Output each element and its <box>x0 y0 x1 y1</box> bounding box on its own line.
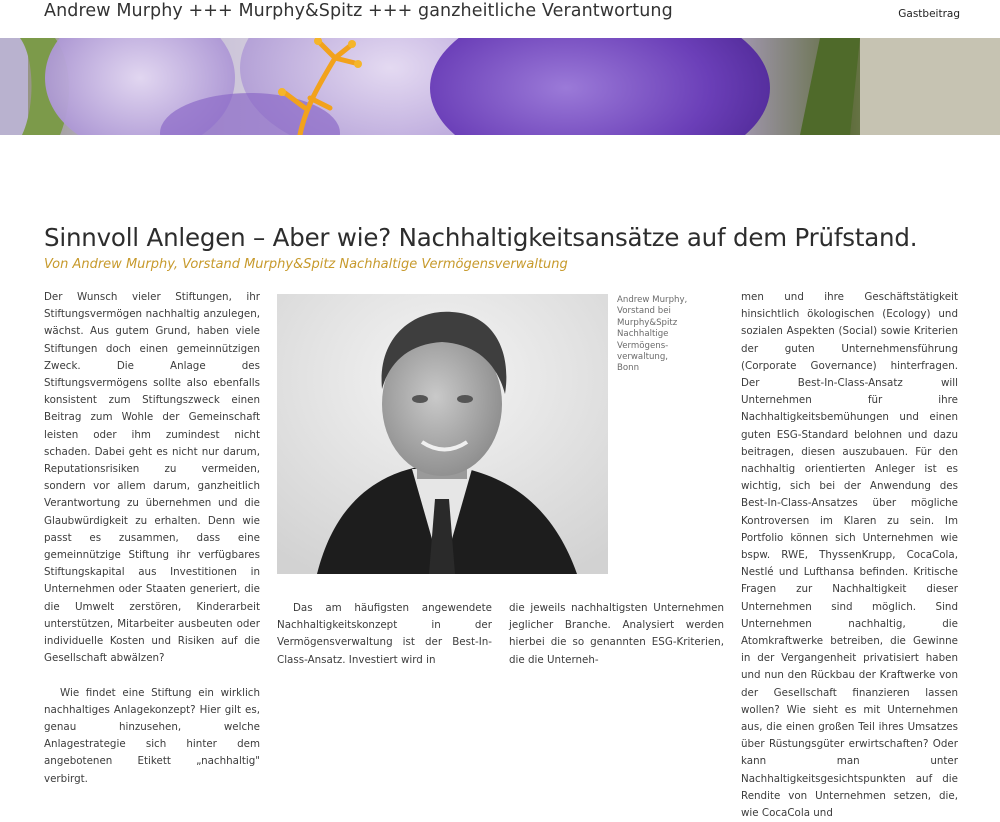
paragraph: Der Wunsch vieler Stiftungen, ihr Stiftungsvermögen nachhaltig anzulegen, wächst. Aus gutem Grund, haben viele Stiftungen doch einen gemeinnützigen Zweck. Die Anlage des Stiftungsvermögens sollte also ebenfalls konsistent zum Stiftungszweck einen Beitrag zum Wohle der Gemeinschaft leisten oder ihm zumindest nicht schaden. Dabei geht es nicht nur darum, Reputationsrisiken zu vermeiden, sondern vor allem darum, ganzheitlich Verantwortung zu übernehmen und die Glaubwürdigkeit zu erhalten. Denn wie passt es zusammen, dass eine gemeinnützige Stiftung ihr verfügbares Stiftungskapital aus Investitionen in Unternehmen oder Staaten generiert, die die Umwelt zerstören, Kinderarbeit unterstützen, Mitarbeiter ausbeuten oder individuelle Kosten und Risiken auf die Gesellschaft abwälzen? <box>44 291 260 665</box>
paragraph: Wie findet eine Stiftung ein wirklich nachhaltiges Anlagekonzept? Hier gilt es, genau hinzusehen, welche Anlagestrategie sich hinter dem angebotenen Etikett „nachhaltig" verbirgt. <box>44 686 260 785</box>
article-column-2: Das am häufigsten angewendete Nachhaltigkeitskonzept in der Vermögensverwaltung ist der Best-In-Class-Ansatz. Investiert wird in <box>277 602 492 666</box>
caption-line: Murphy&Spitz <box>617 317 678 328</box>
caption-line: Andrew Murphy, <box>617 295 688 305</box>
section-tag: Gastbeitrag <box>898 8 960 20</box>
article-column-4: men und ihre Geschäftstätigkeit hinsichtlich ökologischen (Ecology) und sozialen Aspekten (Social) sowie Kriterien der guten Unternehmensführung (Corporate Governance) hinterfragen. Der Best-In-Class-Ansatz will Unternehmen für ihre Nachhaltigkeitsbemühungen und einen guten ESG-Standard belohnen und dazu beitragen, diesen auszubauen. Für den nachhaltig orientierten Anleger ist es wichtig, sich bei der Anwendung des Best-In-Class-Ansatzes über mögliche Kontroversen im Klaren zu sein. Im Portfolio können sich Unternehmen wie bspw. RWE, ThyssenKrupp, CocaCola, Nestlé und Lufthansa befinden. Kritische Fragen zur Nachhaltigkeit dieser Unternehmen sind möglich. Sind Unternehmen nachhaltig, die Atomkraftwerke betreiben, die Gewinne in der Vergangenheit privatisiert haben und nun den Rückbau der Kraftwerke von der Gesellschaft finanzieren lassen wollen? Wie sieht es mit Unternehmen aus, die einen großen Teil ihres Umsatzes über Rüstungsgüter erwirtschaften? Oder kann man unter Nachhaltigkeitsgesichtspunkten auf die Rendite von Unternehmen setzen, die, wie CocaCola und <box>741 291 958 820</box>
crocus-flower-photo-icon <box>0 38 1000 135</box>
photo-caption <box>617 295 717 375</box>
caption-line: Nachhaltige <box>617 329 669 340</box>
header-title: Andrew Murphy +++ Murphy&Spitz +++ ganzheitliche Verantwortung <box>44 1 673 21</box>
article-headline: Sinnvoll Anlegen – Aber wie? Nachhaltigkeitsansätze auf dem Prüfstand. <box>44 223 918 252</box>
caption-line: Vermögens- <box>617 340 669 351</box>
article-byline: Von Andrew Murphy, Vorstand Murphy&Spitz Nachhaltige Vermögensverwaltung <box>44 257 568 272</box>
caption-line: verwaltung, <box>617 352 669 363</box>
caption-line: Bonn <box>617 363 640 374</box>
caption-line: Vorstand bei <box>617 306 671 317</box>
portrait-photo-icon <box>277 294 608 574</box>
article-column-1 <box>44 289 260 788</box>
banner-image <box>0 38 1000 135</box>
portrait-image <box>277 294 608 574</box>
article-column-3: die jeweils nachhaltigsten Unternehmen jeglicher Branche. Analysiert werden hierbei die so genannten ESG-Kriterien, die die Unterneh- <box>509 602 724 666</box>
